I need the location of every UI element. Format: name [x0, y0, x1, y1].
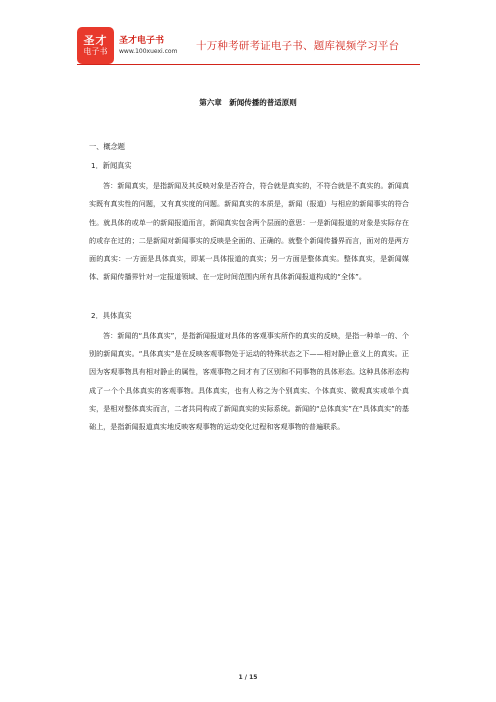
header-rule — [77, 64, 420, 65]
document-body — [89, 140, 409, 437]
brand-block — [119, 36, 177, 56]
term-heading: 2．具体真实 — [91, 310, 132, 320]
page-header — [0, 0, 496, 66]
logo-line1: 圣才 — [83, 34, 108, 47]
brand-url: www.100xuexi.com — [119, 48, 178, 55]
answer-paragraph: 答：新闻的“具体真实”，是指新闻报道对具体的客观事实所作的真实的反映，是指一种单一的、个别的新闻真实。“具体真实”是在反映客观事物处于运动的特殊状态之下——相对静止意义上的真实。正因为客观事物具有相对静止的属性，客观事物之间才有了区别和不同事物的具体形态。这种具体形态构成了一个个具体真实的客观事物。具体真实，也有人称之为个别真实、个体真实、微观真实或单个真实，是相对整体真实而言，二者共同构成了新闻真实的实际系统。新闻的“总体真实”在“具体真实”的基础上，是指新闻报道真实地反映客观事物的运动变化过程和客观事物的普遍联系。 — [89, 330, 409, 432]
answer-paragraph: 答：新闻真实，是指新闻及其反映对象是否符合，符合就是真实的，不符合就是不真实的。新闻真实既有真实性的问题，又有真实度的问题。新闻真实的本质是，新闻（报道）与相应的新闻事实的符合性。就具体的或单一的新闻报道而言，新闻真实包含两个层面的意思：一是新闻报道的对象是实际存在的或存在过的；二是新闻对新闻事实的反映是全面的、正确的。就整个新闻传播界而言，面对的是两方面的真实：一方面是具体真实，即某一具体报道的真实；另一方面是整体真实。整体真实，是新闻媒体、新闻传播界针对一定报道领域、在一定时间范围内所有具体新闻报道构成的“全体”。 — [89, 181, 409, 282]
term-heading: 1．新闻真实 — [91, 161, 132, 170]
section-heading: 一、概念题 — [89, 142, 125, 151]
logo-line2: 电子书 — [83, 47, 108, 56]
chapter-title: 第六章 新闻传播的普适原则 — [199, 98, 297, 107]
brand-logo — [77, 27, 114, 64]
header-slogan: 十万种考研考证电子书、题库视频学习平台 — [196, 40, 400, 52]
brand-name: 圣才电子书 — [119, 36, 165, 46]
page-number: 1 / 15 — [238, 674, 258, 681]
paragraph-gap — [89, 287, 409, 309]
